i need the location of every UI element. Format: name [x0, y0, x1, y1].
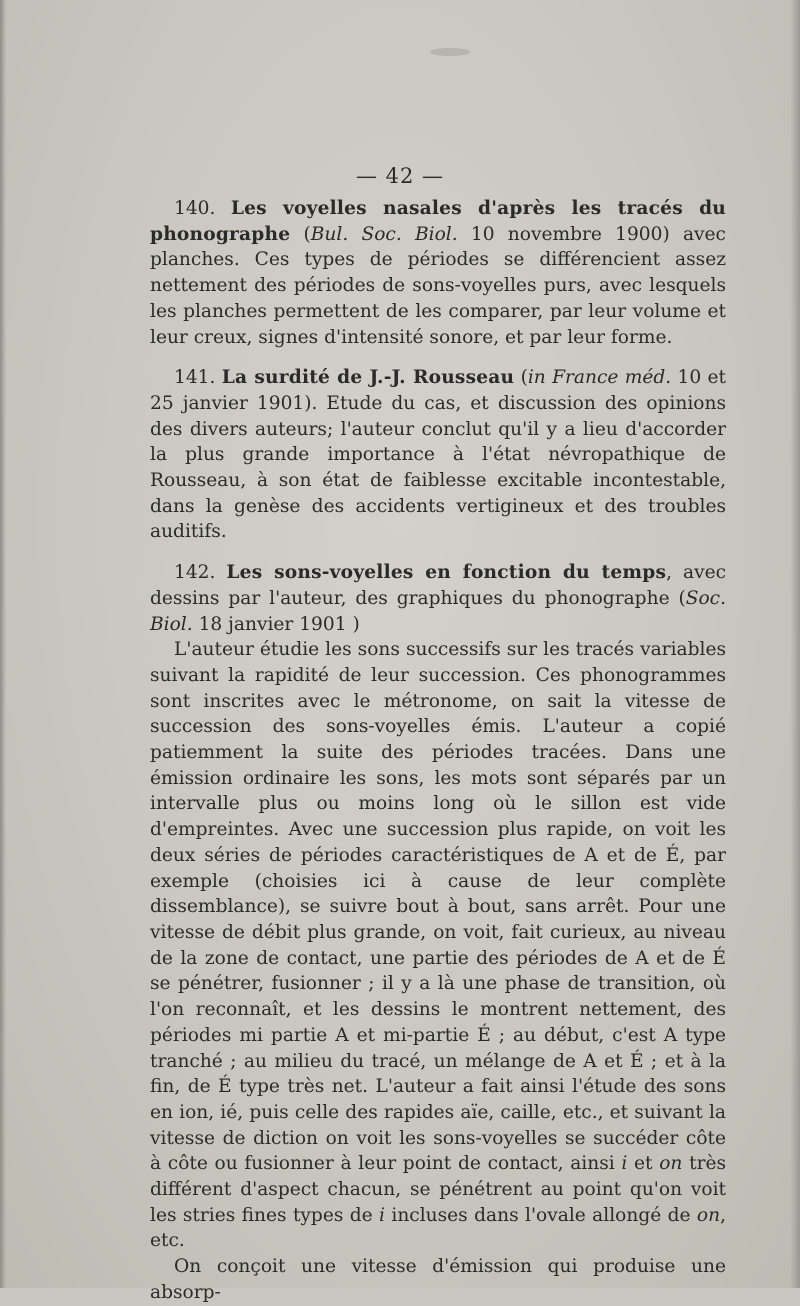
body-italic: i — [621, 1153, 628, 1175]
body-paragraph-continued: On conçoit une vitesse d'émission qui produise une absorp- — [150, 1256, 726, 1303]
page-number: — 42 — — [355, 164, 445, 188]
body-text: et — [627, 1153, 660, 1175]
entry-text: 10 et 25 janvier 1901). Etude du cas, et discussion des opinions des divers auteurs; l'auteur conclut qu'il y a lieu d'accorder la plus grande importance à l'état névropathique de Rousseau, à son état de faiblesse excitable incontestable, dans la genèse des accidents vertigineux et des troubles auditifs. — [150, 367, 726, 543]
body-italic: i — [379, 1204, 385, 1226]
entry-141 — [150, 365, 726, 545]
entry-number: 140. — [174, 198, 216, 219]
body-text: incluses dans l'ovale allongé de — [385, 1204, 697, 1226]
entry-number: 141. — [174, 367, 216, 389]
body-text: très différent d'aspect chacun, se pénétrent au point qu'on voit les stries fines types de — [150, 1153, 727, 1226]
body-text: L'auteur étudie les sons successifs sur les tracés variables suivant la rapidité de leur succession. Ces phonogrammes sont inscrites avec le métronome, on sait la vitesse de succession des sons-voyelles émis. L'auteur a copié patiemment la suite des périodes tracées. Dans une émission ordinaire les sons, les mots sont séparés par un intervalle plus ou moins long où le sillon est vide d'empreintes. Avec une succession plus rapide, on voit les deux séries de périodes caractéristiques de A et de É, par exemple (choisies ici à cause de leur complète dissemblance), se suivre bout à bout, sans arrêt. Pour une vitesse de débit plus grande, on voit, fait curieux, au niveau de la zone de contact, une partie des périodes de A et de É se pénétrer, fusionner ; il y a là une phase de transition, où l'on reconnaît, et les dessins le montrent nettement, des périodes mi partie A et mi-partie É ; au début, c'est A type tranché ; au milieu du tracé, un mélange de A et É ; et à la fin, de É type très net. L'auteur a fait ainsi l'étude des sons en ion, ié, puis celle des rapides aïe, caille, etc., et suivant la vitesse de diction on voit les sons-voyelles se succéder côte à côte ou fusionner à leur point de contact, ainsi — [150, 639, 726, 1175]
entry-source: in France méd. — [527, 367, 672, 389]
body-text: , etc. — [150, 1204, 726, 1252]
entry-open-paren: ( — [290, 223, 311, 245]
page-edge-left — [0, 0, 6, 1288]
entry-number: 142. — [174, 562, 216, 584]
body-italic: on — [659, 1153, 683, 1175]
entry-142 — [150, 560, 726, 637]
entry-title: Les voyelles nasales d'après les tracés du phonographe — [150, 198, 726, 245]
entry-source: Soc. Biol. — [150, 587, 726, 635]
text-body — [150, 196, 726, 1306]
entry-text: 10 novembre 1900) avec planches. Ces types de périodes se différencient assez nettement des périodes de sons-voyelles purs, avec lesquels les planches permettent de les comparer, par leur volume et leur creux, signes d'intensité sonore, et par leur forme. — [150, 223, 726, 348]
entry-open-paren: ( — [514, 367, 528, 389]
entry-lead: , avec dessins par l'auteur, des graphiques du phonographe ( — [150, 562, 727, 609]
body-paragraph — [150, 637, 726, 1254]
ink-smudge — [430, 48, 470, 56]
entry-text: 18 janvier 1901 ) — [192, 613, 360, 635]
body-italic: on — [696, 1204, 721, 1226]
entry-source: Bul. Soc. Biol. — [310, 223, 458, 245]
page-edge-right — [790, 0, 800, 1288]
entry-title: Les sons-voyelles en fonction du temps — [226, 562, 667, 584]
entry-140 — [150, 196, 726, 350]
entry-title: La surdité de J.-J. Rousseau — [221, 367, 515, 389]
